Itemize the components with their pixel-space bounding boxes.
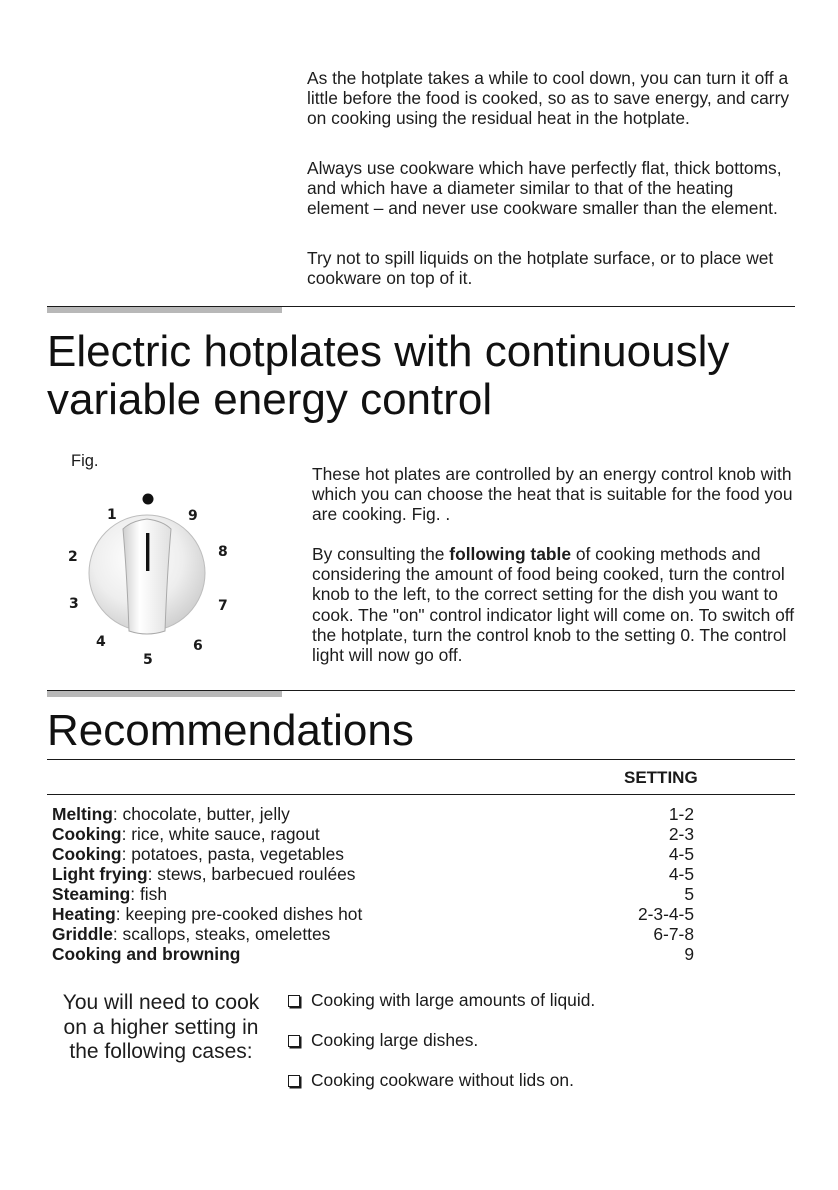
higher-setting-intro-line-1: You will need to cook	[62, 991, 260, 1014]
row-setting: 2-3	[668, 824, 694, 844]
row-detail: : stews, barbecued roulées	[147, 864, 356, 884]
row-category: Griddle	[52, 924, 113, 944]
intro-paragraph-2: Always use cookware which have perfectly flat, thick bottoms, and which have a diameter similar to that of the heating element – and never use cookware smaller than the element.	[307, 158, 782, 219]
row-setting: 6-7-8	[653, 924, 694, 944]
off-position-dot	[143, 494, 154, 505]
knob-setting-4: 4	[96, 634, 106, 650]
knob-instructions-text-1: By consulting the	[312, 544, 450, 564]
row-category: Light frying	[52, 864, 148, 884]
knob-setting-5: 5	[143, 652, 153, 668]
following-table-emphasis: following table	[449, 544, 572, 564]
row-category: Cooking and browning	[52, 944, 241, 964]
table-header-setting: SETTING	[624, 768, 698, 787]
section-divider	[47, 306, 795, 307]
checkbox-bullet-icon	[288, 995, 300, 1007]
row-detail: : potatoes, pasta, vegetables	[121, 844, 344, 864]
table-row	[52, 864, 694, 884]
row-category: Melting	[52, 804, 113, 824]
higher-setting-intro-line-2: on a higher setting in	[63, 1015, 259, 1039]
table-row	[52, 824, 694, 844]
checkbox-bullet-icon	[288, 1035, 300, 1047]
row-detail: : scallops, steaks, omelettes	[112, 924, 331, 944]
knob-instructions	[312, 544, 798, 665]
case-text: Cooking cookware without lids on.	[311, 1070, 574, 1090]
row-setting: 1-2	[668, 804, 694, 824]
knob-setting-2: 2	[68, 549, 78, 565]
row-category: Steaming	[52, 884, 131, 904]
case-text: Cooking large dishes.	[311, 1030, 479, 1050]
knob-setting-9: 9	[188, 508, 198, 524]
section-accent-bar	[47, 306, 282, 313]
intro-paragraph-1: As the hotplate takes a while to cool down, you can turn it off a little before the food is cooked, so as to save energy, and carry on cooking using the residual heat in the hotplate.	[307, 68, 790, 129]
list-item	[288, 1070, 574, 1090]
table-row	[52, 884, 694, 904]
knob-setting-6: 6	[193, 638, 203, 654]
knob-indicator-line	[146, 533, 149, 571]
higher-setting-intro	[45, 991, 277, 1065]
table-row	[52, 844, 694, 864]
table-row	[52, 944, 694, 964]
list-item	[288, 990, 595, 1010]
section-accent-bar	[47, 690, 282, 697]
knob-setting-8: 8	[218, 544, 228, 560]
table-row	[52, 924, 694, 944]
table-header-rule	[47, 794, 795, 795]
row-detail: : fish	[130, 884, 168, 904]
list-item	[288, 1030, 478, 1050]
knob-description: These hot plates are controlled by an energy control knob with which you can choose the heat that is suitable for the food you are cooking. Fig. .	[312, 464, 793, 525]
row-detail: : rice, white sauce, ragout	[121, 824, 320, 844]
recommendations-title: Recommendations	[47, 706, 414, 755]
figure-label: Fig.	[71, 452, 99, 470]
intro-paragraph-3: Try not to spill liquids on the hotplate surface, or to place wet cookware on top of it.	[307, 248, 774, 289]
knob-instructions-text-2: of cooking methods and considering the amount of food being cooked, turn the control knob to the left, to the correct setting for the dish you want to cook. The "on" control indicator light will come on. To switch off the hotplate, turn the control knob to the setting 0. The control light will now go off.	[312, 544, 795, 666]
knob-setting-3: 3	[69, 596, 79, 612]
table-top-rule	[47, 759, 795, 760]
table-row	[52, 804, 694, 824]
table-row	[52, 904, 694, 924]
section-divider	[47, 690, 795, 691]
checkbox-bullet-icon	[288, 1075, 300, 1087]
row-setting: 4-5	[668, 844, 694, 864]
knob-setting-1: 1	[107, 507, 117, 523]
row-category: Cooking	[52, 824, 122, 844]
row-category: Cooking	[52, 844, 122, 864]
knob-setting-7: 7	[218, 598, 228, 614]
row-setting: 4-5	[668, 864, 694, 884]
row-setting: 2-3-4-5	[637, 904, 694, 924]
section-title-line-2: variable energy control	[47, 375, 493, 424]
row-detail: : keeping pre-cooked dishes hot	[115, 904, 363, 924]
row-detail: : chocolate, butter, jelly	[112, 804, 290, 824]
case-text: Cooking with large amounts of liquid.	[311, 990, 596, 1010]
section-title	[47, 328, 827, 424]
row-setting: 5	[684, 884, 694, 904]
row-category: Heating	[52, 904, 116, 924]
section-title-line-1: Electric hotplates with continuously	[47, 327, 730, 376]
row-setting: 9	[684, 944, 694, 964]
control-knob-illustration	[55, 485, 255, 670]
higher-setting-intro-line-3: the following cases:	[69, 1040, 253, 1063]
